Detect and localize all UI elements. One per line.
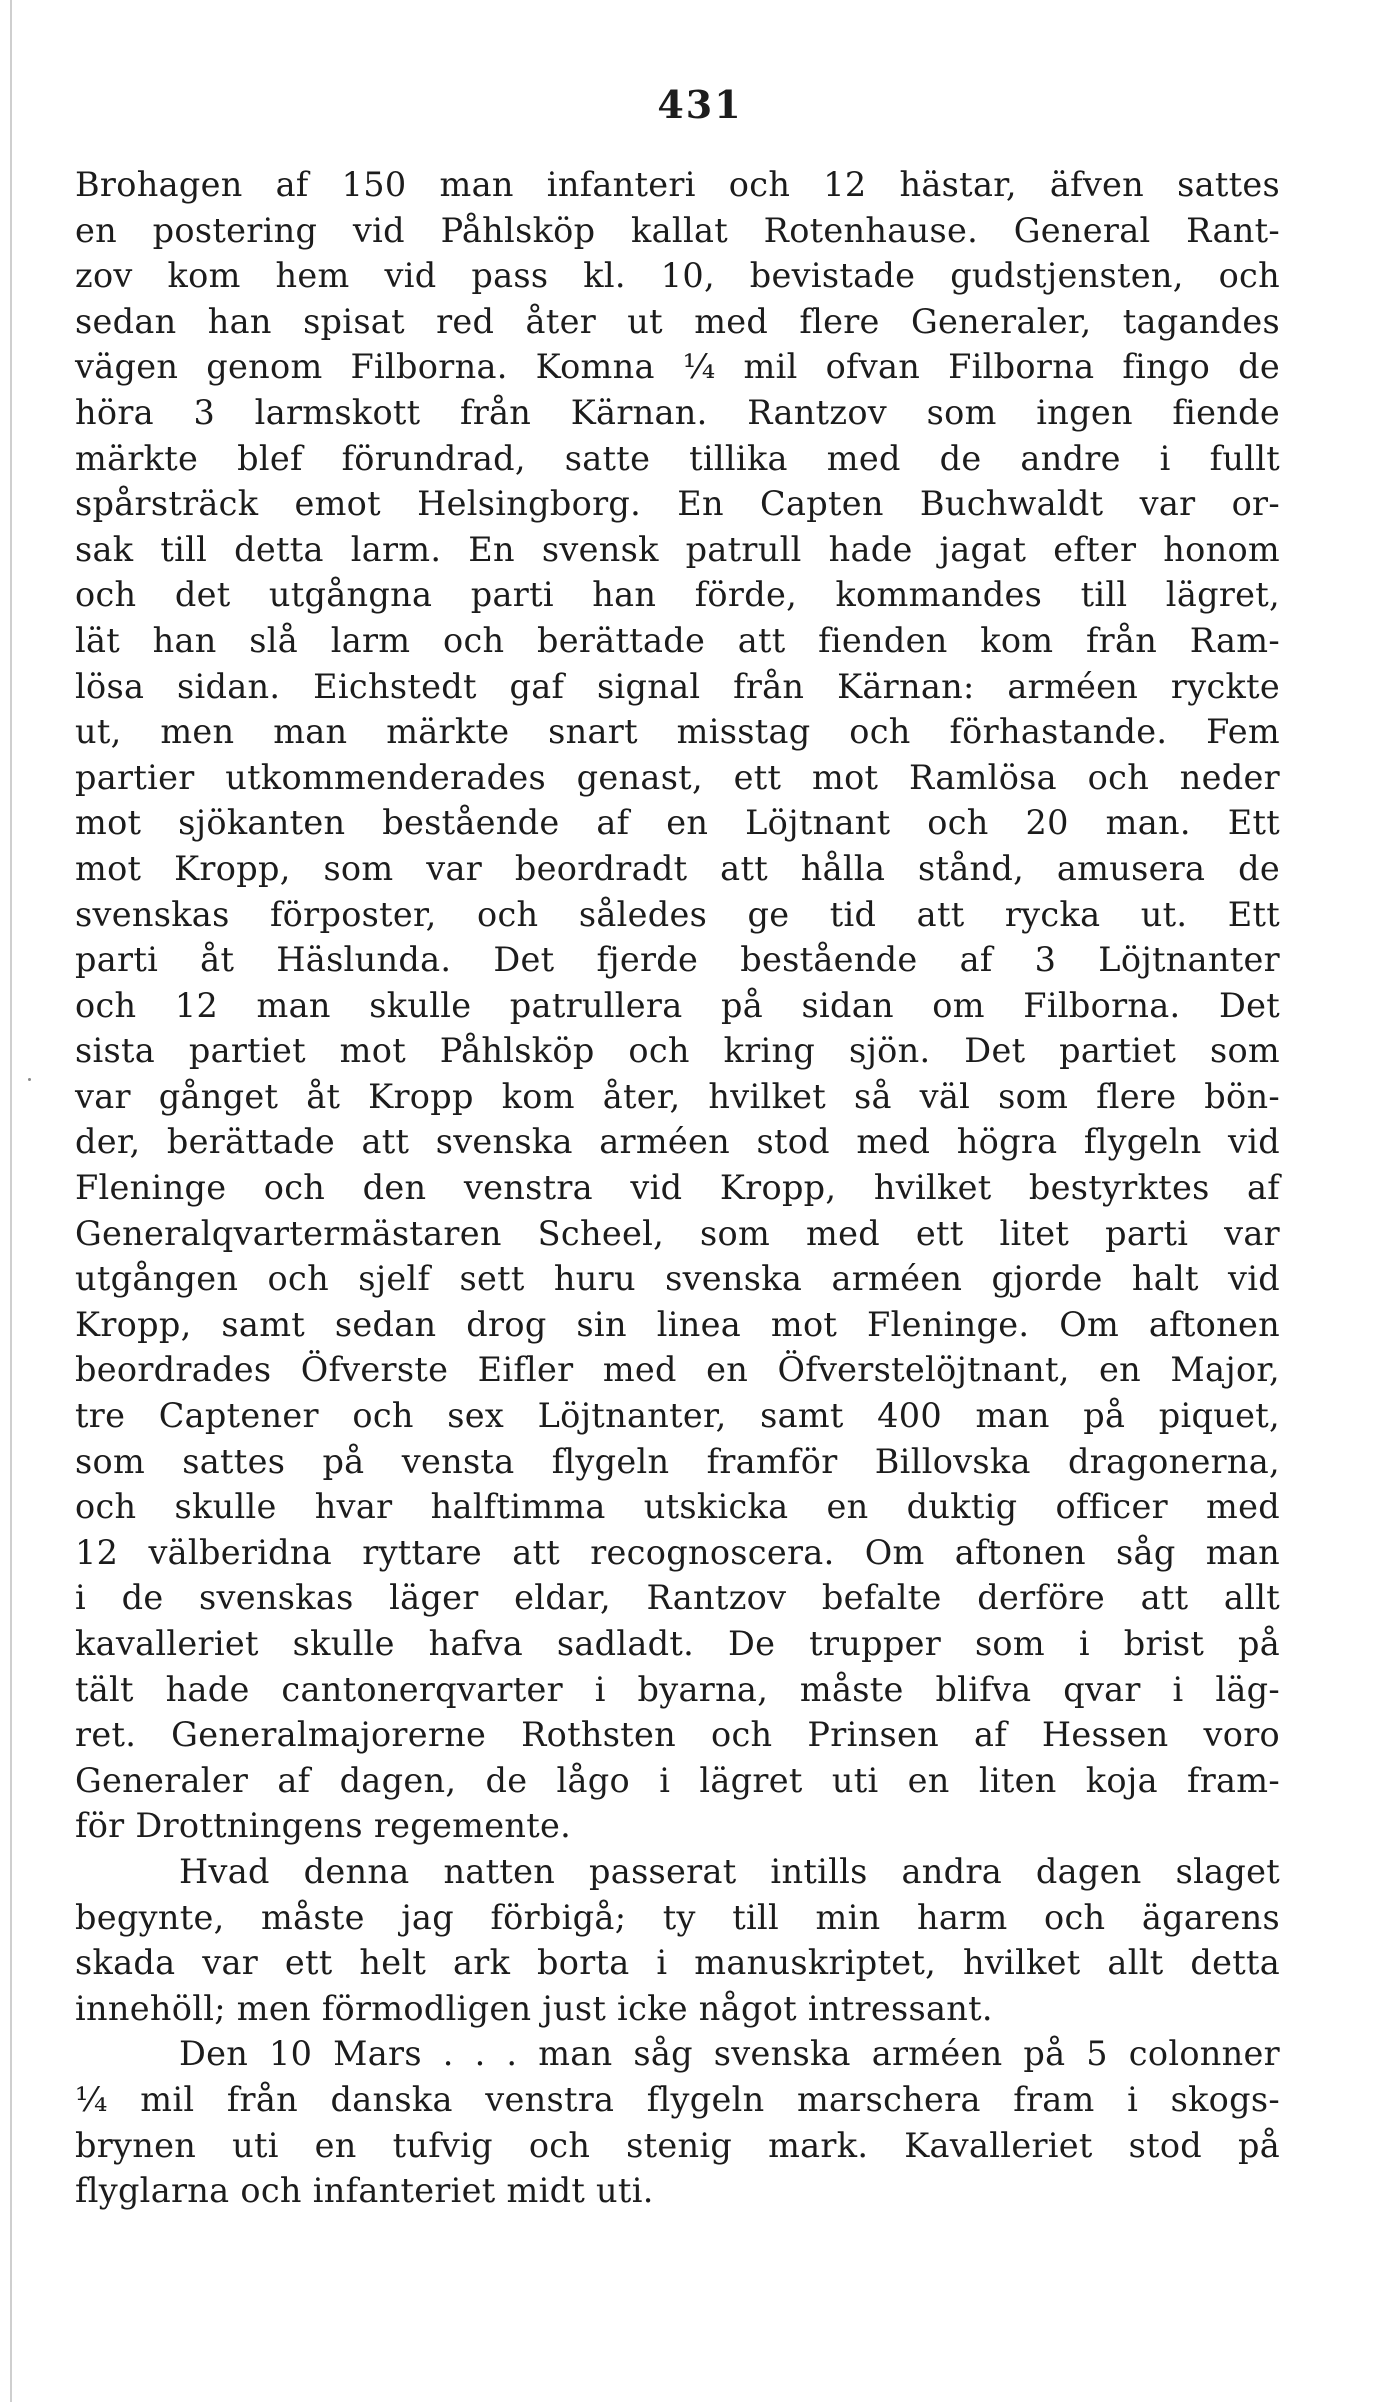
text-line: ut, men man märkte snart misstag och förhastande. Fem	[75, 712, 1280, 752]
text-line: och 12 man skulle patrullera på sidan om Filborna. Det	[75, 985, 1280, 1025]
text-line: sak till detta larm. En svensk patrull hade jagat efter honom	[75, 529, 1280, 569]
text-line: begynte, måste jag förbigå; ty till min harm och ägarens	[75, 1897, 1280, 1937]
text-line: kavalleriet skulle hafva sadladt. De trupper som i brist på	[75, 1624, 1280, 1663]
text-line: Generalqvartermästaren Scheel, som med ett litet parti var	[75, 1213, 1280, 1253]
text-line: höra 3 larmskott från Kärnan. Rantzov som ingen fiende	[75, 392, 1280, 432]
text-line: märkte blef förundrad, satte tillika med de andre i fullt	[75, 438, 1280, 478]
text-line: i de svenskas läger eldar, Rantzov befalte derföre att allt	[75, 1578, 1280, 1618]
text-line: Brohagen af 150 man infanteri och 12 hästar, äfven sattes	[75, 165, 1280, 204]
text-line: svenskas förposter, och således ge tid att rycka ut. Ett	[75, 894, 1280, 934]
body-text	[75, 162, 1280, 2214]
text-line: Fleninge och den venstra vid Kropp, hvilket bestyrktes af	[75, 1168, 1280, 1208]
text-line: ret. Generalmajorerne Rothsten och Prinsen af Hessen voro	[75, 1715, 1280, 1755]
text-line: ¼ mil från danska venstra flygeln marschera fram i skogs-	[75, 2079, 1280, 2119]
text-line: och skulle hvar halftimma utskicka en duktig officer med	[75, 1487, 1280, 1527]
text-line: och det utgångna parti han förde, kommandes till lägret,	[75, 575, 1280, 615]
text-line: lät han slå larm och berättade att fienden kom från Ram-	[75, 620, 1280, 660]
text-line: zov kom hem vid pass kl. 10, bevistade gudstjensten, och	[75, 256, 1280, 296]
text-line: en postering vid Påhlsköp kallat Rotenhause. General Rant-	[75, 210, 1280, 250]
text-line: skada var ett helt ark borta i manuskriptet, hvilket allt detta	[75, 1943, 1280, 1983]
paragraph-start-line: Hvad denna natten passerat intills andra dagen slaget	[179, 1851, 1280, 1891]
paragraph-start-line: Den 10 Mars . . . man såg svenska arméen på 5 colonner	[179, 2034, 1280, 2074]
page-edge-rule	[10, 0, 12, 2402]
text-line: der, berättade att svenska arméen stod med högra flygeln vid	[75, 1122, 1280, 1162]
text-line: spårsträck emot Helsingborg. En Capten Buchwaldt var or-	[75, 484, 1280, 524]
stray-ink-mark	[28, 1078, 31, 1081]
text-line: Generaler af dagen, de lågo i lägret uti en liten koja fram-	[75, 1760, 1280, 1800]
text-line: var gånget åt Kropp kom åter, hvilket så väl som flere bön-	[75, 1076, 1280, 1116]
text-line: partier utkommenderades genast, ett mot Ramlösa och neder	[75, 757, 1280, 797]
page-number: 431	[657, 82, 743, 127]
text-line: Kropp, samt sedan drog sin linea mot Fleninge. Om aftonen	[75, 1304, 1280, 1344]
paragraph-end-line: flyglarna och infanteriet midt uti.	[75, 2171, 654, 2211]
text-line: utgången och sjelf sett huru svenska arméen gjorde halt vid	[75, 1259, 1280, 1299]
text-line: som sattes på vensta flygeln framför Billovska dragonerna,	[75, 1441, 1280, 1481]
text-line: 12 välberidna ryttare att recognoscera. Om aftonen såg man	[75, 1532, 1280, 1572]
text-line: beordrades Öfverste Eifler med en Öfverstelöjtnant, en Major,	[75, 1350, 1280, 1390]
text-line: brynen uti en tufvig och stenig mark. Kavalleriet stod på	[75, 2125, 1280, 2165]
text-line: tält hade cantonerqvarter i byarna, måste blifva qvar i läg-	[75, 1669, 1280, 1709]
paragraph-end-line: innehöll; men förmodligen just icke något intressant.	[75, 1988, 993, 2028]
paragraph-end-line: för Drottningens regemente.	[75, 1806, 572, 1846]
text-line: sedan han spisat red åter ut med flere Generaler, tagandes	[75, 301, 1280, 341]
text-line: lösa sidan. Eichstedt gaf signal från Kärnan: arméen ryckte	[75, 666, 1280, 706]
text-line: tre Captener och sex Löjtnanter, samt 400 man på piquet,	[75, 1396, 1280, 1436]
text-line: mot sjökanten bestående af en Löjtnant och 20 man. Ett	[75, 803, 1280, 843]
text-line: sista partiet mot Påhlsköp och kring sjön. Det partiet som	[75, 1031, 1280, 1071]
text-line: mot Kropp, som var beordradt att hålla stånd, amusera de	[75, 848, 1280, 888]
text-line: vägen genom Filborna. Komna ¼ mil ofvan Filborna fingo de	[75, 347, 1280, 387]
text-line: parti åt Häslunda. Det fjerde bestående af 3 Löjtnanter	[75, 940, 1280, 980]
